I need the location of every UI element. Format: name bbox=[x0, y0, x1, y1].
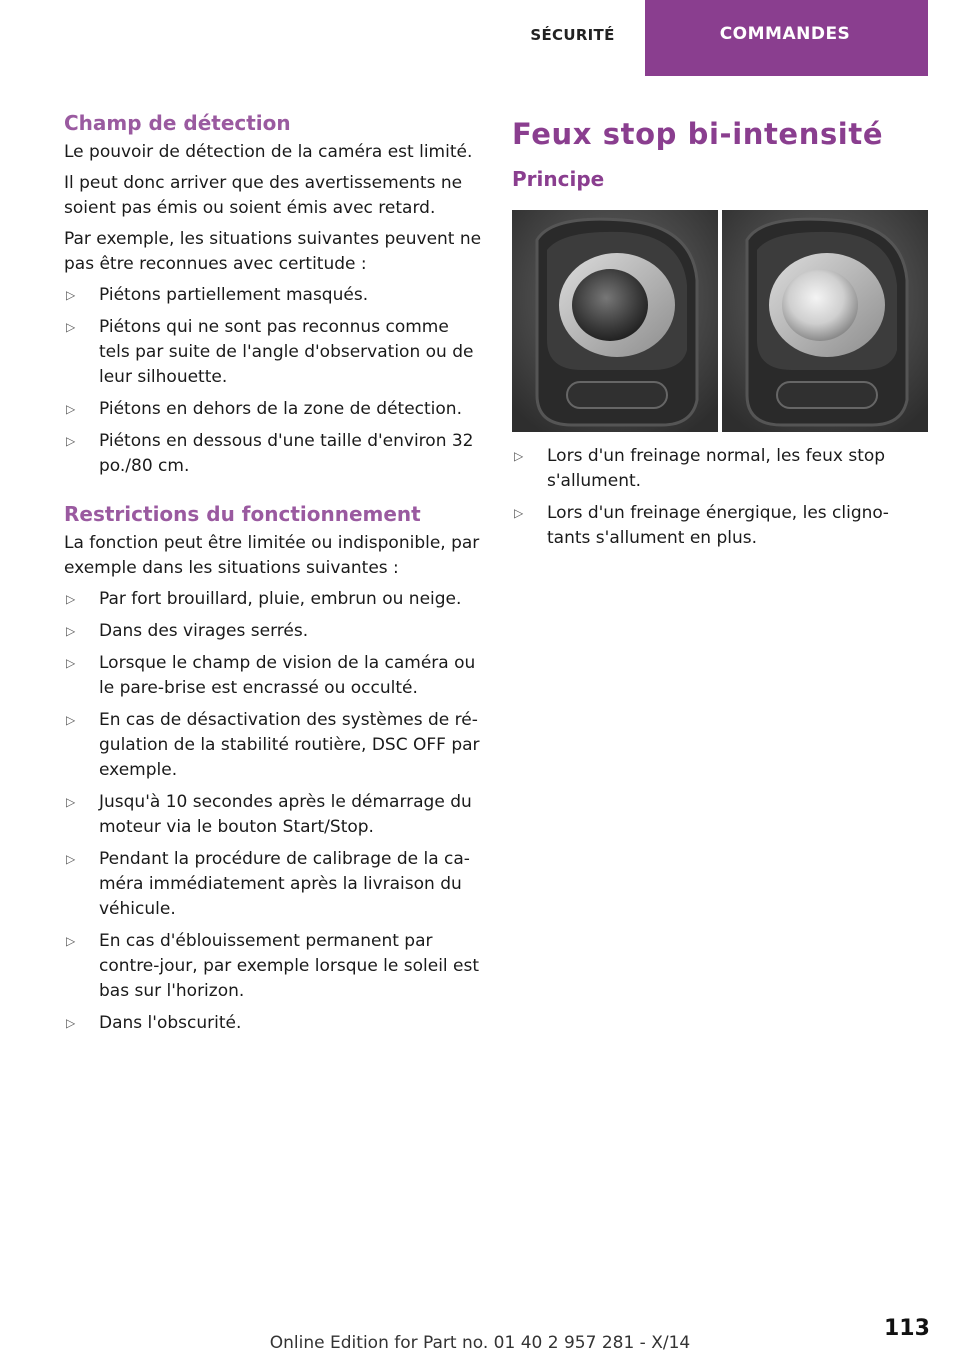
triangle-bullet-icon: ▷ bbox=[514, 449, 524, 463]
paragraph: Par exemple, les situations suivantes peuvent ne pas être reconnues avec certitude : bbox=[64, 229, 482, 274]
brake-light-photo bbox=[512, 210, 928, 432]
subsection-title-principe: Principe bbox=[512, 167, 605, 191]
triangle-bullet-icon: ▷ bbox=[66, 434, 76, 448]
triangle-bullet-icon: ▷ bbox=[66, 1016, 76, 1030]
lamp-on bbox=[747, 219, 907, 425]
section-heading-restrictions: Restrictions du fonctionnement bbox=[64, 502, 421, 526]
paragraph: La fonction peut être limitée ou indisponible, par exemple dans les situations suivantes : bbox=[64, 533, 480, 578]
list-item: ▷ En cas de désactivation des systèmes de ré‐gulation de la stabilité routière, DSC OFF par exemple. bbox=[66, 710, 480, 780]
triangle-bullet-icon: ▷ bbox=[66, 656, 76, 670]
list-item: ▷ Pendant la procédure de calibrage de la ca‐méra immédiatement après la livraison du véhicule. bbox=[66, 849, 470, 919]
paragraph: Il peut donc arriver que des avertissements ne soient pas émis ou soient émis avec retard. bbox=[64, 173, 463, 218]
list-item: ▷ Jusqu'à 10 secondes après le démarrage du moteur via le bouton Start/Stop. bbox=[66, 792, 472, 837]
lamp-off bbox=[537, 219, 697, 425]
tab-commandes-label: COMMANDES bbox=[665, 0, 905, 52]
triangle-bullet-icon: ▷ bbox=[66, 402, 76, 416]
page-number: 113 bbox=[884, 1316, 930, 1341]
list-item: ▷ Piétons en dehors de la zone de détection. bbox=[64, 397, 484, 422]
triangle-bullet-icon: ▷ bbox=[66, 288, 76, 302]
list-item: ▷ Dans l'obscurité. bbox=[64, 1011, 484, 1036]
photo-divider bbox=[718, 210, 722, 432]
footer-edition: Online Edition for Part no. 01 40 2 957 281 - X/14 bbox=[269, 1333, 691, 1353]
triangle-bullet-icon: ▷ bbox=[66, 624, 76, 638]
bullet-list-detection bbox=[64, 283, 484, 479]
tab-securite[interactable]: SÉCURITÉ bbox=[530, 26, 615, 44]
triangle-bullet-icon: ▷ bbox=[66, 592, 76, 606]
list-item: ▷ Lors d'un freinage normal, les feux stop s'allument. bbox=[514, 446, 886, 491]
brake-light-illustration bbox=[512, 210, 928, 432]
list-item: ▷ Lorsque le champ de vision de la caméra ou le pare-brise est encrassé ou occulté. bbox=[66, 653, 476, 698]
triangle-bullet-icon: ▷ bbox=[66, 713, 76, 727]
list-item: ▷ Piétons en dessous d'une taille d'environ 32 po./80 cm. bbox=[66, 431, 474, 476]
bullet-list-restrictions bbox=[64, 587, 484, 1036]
list-item: ▷ Dans des virages serrés. bbox=[64, 619, 484, 644]
triangle-bullet-icon: ▷ bbox=[66, 320, 76, 334]
triangle-bullet-icon: ▷ bbox=[66, 795, 76, 809]
section-heading-champ-detection: Champ de détection bbox=[64, 111, 291, 135]
page-title: Feux stop bi-intensité bbox=[512, 117, 884, 151]
list-item: ▷ Piétons qui ne sont pas reconnus comme tels par suite de l'angle d'observation ou de leur silhouette. bbox=[66, 317, 474, 387]
triangle-bullet-icon: ▷ bbox=[66, 852, 76, 866]
list-item: ▷ En cas d'éblouissement permanent par contre-jour, par exemple lorsque le soleil est bas sur l'horizon. bbox=[66, 931, 480, 1001]
paragraph: Le pouvoir de détection de la caméra est limité. bbox=[64, 142, 473, 162]
tab-commandes-active[interactable] bbox=[645, 0, 928, 76]
left-column bbox=[64, 108, 484, 1043]
triangle-bullet-icon: ▷ bbox=[66, 934, 76, 948]
right-column bbox=[512, 108, 928, 558]
bullet-list-principe bbox=[512, 444, 928, 551]
triangle-bullet-icon: ▷ bbox=[514, 506, 524, 520]
list-item: ▷ Lors d'un freinage énergique, les cligno‐tants s'allument en plus. bbox=[514, 503, 889, 548]
list-item: ▷ Par fort brouillard, pluie, embrun ou neige. bbox=[64, 587, 484, 612]
list-item: ▷ Piétons partiellement masqués. bbox=[64, 283, 484, 308]
